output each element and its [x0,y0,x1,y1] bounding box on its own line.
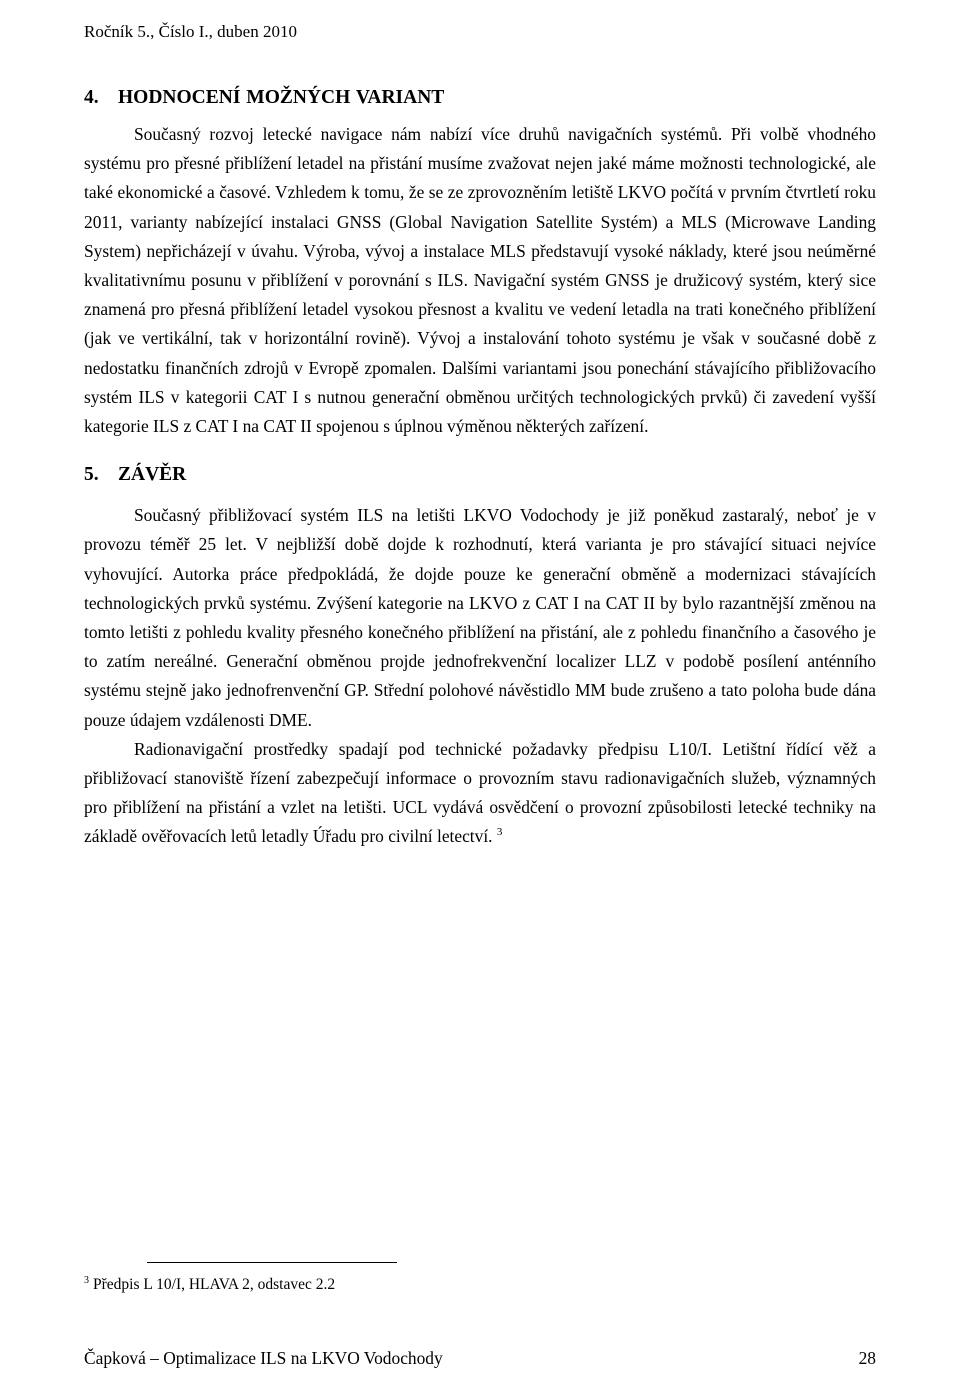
footnote-reference[interactable]: 3 [496,826,503,839]
section-title: ZÁVĚR [118,464,187,486]
page-number: 28 [858,1348,876,1368]
footnote-separator [147,1262,397,1263]
footnote [84,1274,335,1296]
section-heading-5 [84,461,876,489]
section-number: 5. [84,464,99,486]
section-number: 4. [84,87,99,108]
page-body [84,84,876,852]
section-title: HODNOCENÍ MOŽNÝCH VARIANT [118,87,445,108]
section-4-paragraph-1: Současný rozvoj letecké navigace nám nabízí více druhů navigačních systémů. Při volbě vhodného systému pro přesné přiblížení letadel na přistání musíme zvažovat nejen jaké máme možnosti technologické, ale také ekonomické a časové. Vzhledem k tomu, že se ze zprovozněním letiště LKVO počítá v prvním čtvrtletí roku 2011, varianty nabízející instalaci GNSS (Global Navigation Satellite Systém) a MLS (Microwave Landing System) nepřicházejí v úvahu. Výroba, vývoj a instalace MLS představují vysoké náklady, které jsou neúměrné kvalitativnímu posunu v přiblížení v porovnání s ILS. Navigační systém GNSS je družicový systém, který sice znamená pro přesná přiblížení letadel vysokou přesnost a kvalitu ve vedení letadla na trati konečného přiblížení (jak ve vertikální, tak v horizontální rovině). Vývoj a instalování tohoto systému je však v současné době z nedostatku finančních zdrojů v Evropě zpomalen. Dalšími variantami jsou ponechání stávajícího přibližovacího systém ILS v kategorii CAT I s nutnou generační obměnou určitých technologických prvků) či zavedení vyšší kategorie ILS z CAT I na CAT II spojenou s úplnou výměnou některých zařízení. [84,124,876,437]
footnote-text: Předpis L 10/I, HLAVA 2, odstavec 2.2 [93,1276,336,1293]
footnote-marker: 3 [84,1275,89,1286]
section-heading-4 [84,84,876,112]
footer-title: Čapková – Optimalizace ILS na LKVO Vodochody [84,1348,443,1368]
running-header: Ročník 5., Číslo I., duben 2010 [84,22,297,41]
running-footer [84,1346,876,1370]
paragraph-text: Radionavigační prostředky spadají pod technické požadavky předpisu L10/I. Letištní řídící věž a přibližovací stanoviště řízení zabezpečují informace o provozním stavu radionavigačních služeb, významných pro přiblížení na přistání a vzlet na letišti. UCL vydává osvědčení o provozní způsobilosti letecké techniky na základě ověřovacích letů letadly Úřadu pro civilní letectví. [84,738,876,847]
section-5-paragraph-1: Současný přibližovací systém ILS na letišti LKVO Vodochody je již poněkud zastaralý, neboť je v provozu téměř 25 let. V nejbližší době dojde k rozhodnutí, která varianta je pro stávající situaci nejvíce vyhovující. Autorka práce předpokládá, že dojde pouze ke generační obměně a modernizaci stávajících technologických prvků systému. Zvýšení kategorie na LKVO z CAT I na CAT II by bylo razantnější změnou na tomto letišti z pohledu kvality přesného konečného přiblížení na přistání, ale z pohledu finančního a časového je to zatím nereálné. Generační obměnou projde jednofrekvenční localizer LLZ v podobě posílení anténního systému stejně jako jednofrenvenční GP. Střední polohové návěstidlo MM bude zrušeno a tato poloha bude dána pouze údajem vzdálenosti DME. [84,505,876,730]
section-5-paragraph-2 [84,735,876,852]
